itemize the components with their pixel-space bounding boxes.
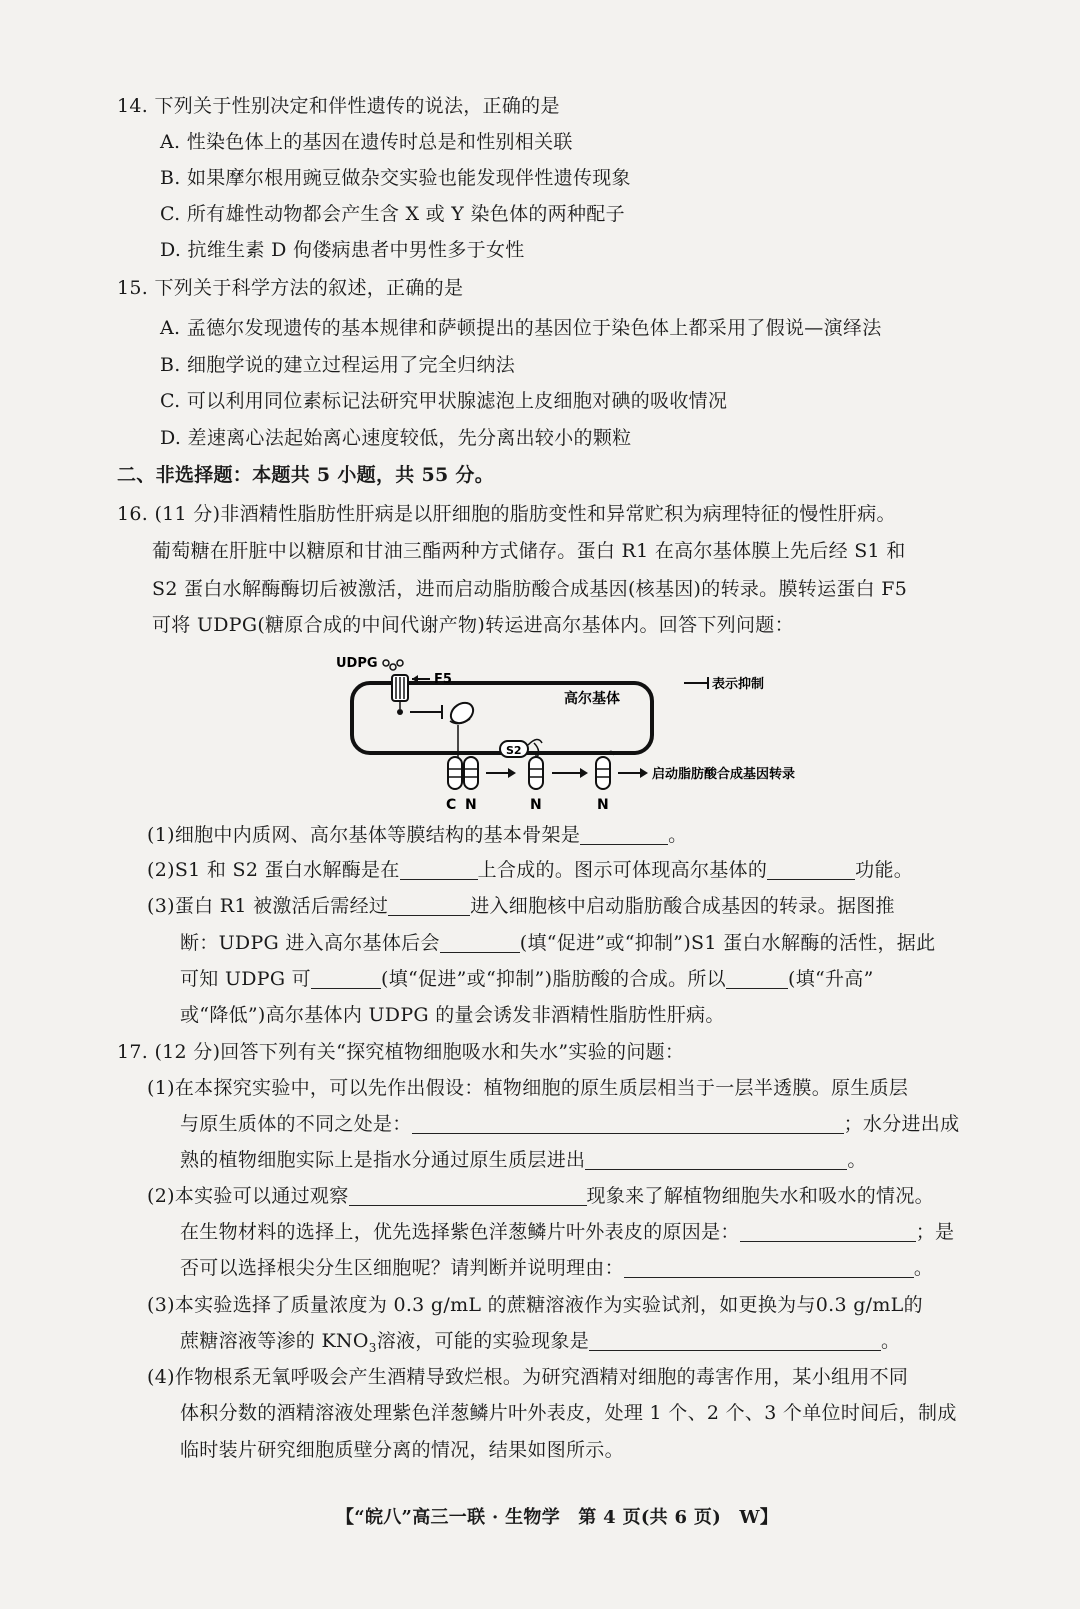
f5-transporter-icon (392, 675, 408, 715)
r1-c-label: C (446, 797, 457, 813)
answer-blank[interactable] (767, 859, 855, 880)
udpg-molecule-icon (390, 664, 396, 670)
answer-blank[interactable] (349, 1185, 587, 1206)
udpg-molecule-icon (397, 660, 403, 666)
q15-option-c: C. 可以利用同位素标记法研究甲状腺滤泡上皮细胞对碘的吸收情况 (160, 390, 728, 412)
q16-intro-line-2: 葡萄糖在肝脏中以糖原和甘油三酯两种方式储存。蛋白 R1 在高尔基体膜上先后经 S1 和 (152, 540, 906, 562)
answer-blank[interactable] (624, 1257, 914, 1278)
q16-intro-line-4: 可将 UDPG(糖原合成的中间代谢产物)转运进高尔基体内。回答下列问题： (152, 614, 794, 636)
q17-part-3-line-1: (3)本实验选择了质量浓度为 0.3 g/mL 的蔗糖溶液作为实验试剂，如更换为与0.3 g/mL的 (147, 1294, 923, 1316)
q16-part-2: (2)S1 和 S2 蛋白水解酶是在 上合成的。图示可体现高尔基体的 功能。 (147, 859, 914, 881)
section-2-heading: 二、非选择题：本题共 5 小题，共 55 分。 (117, 464, 495, 486)
q16-intro-line-1: 16. (11 分)非酒精性脂肪性肝病是以肝细胞的脂肪变性和异常贮积为病理特征的慢性肝病。 (117, 503, 896, 525)
output-label: 启动脂肪酸合成基因转录 (652, 767, 796, 782)
answer-blank[interactable] (440, 932, 520, 953)
q16-part-3-line-3: 可知 UDPG 可 (填“促进”或“抑制”)脂肪酸的合成。所以 (填“升高” (180, 968, 874, 990)
legend-label: 表示抑制 (712, 677, 765, 692)
udpg-molecule-icon (383, 660, 389, 666)
udpg-label: UDPG (336, 656, 378, 671)
q17-part-4-line-2: 体积分数的酒精溶液处理紫色洋葱鳞片叶外表皮，处理 1 个、2 个、3 个单位时间后，制成 (180, 1402, 957, 1424)
q16-intro-line-3: S2 蛋白水解酶酶切后被激活，进而启动脂肪酸合成基因(核基因)的转录。膜转运蛋白 F5 (152, 578, 908, 600)
q15-option-a: A. 孟德尔发现遗传的基本规律和萨顿提出的基因位于染色体上都采用了假说—演绎法 (160, 317, 882, 339)
answer-blank[interactable] (388, 895, 470, 916)
r1-n-fragment-icon (529, 753, 543, 789)
q17-part-2-line-3: 否可以选择根尖分生区细胞呢？请判断并说明理由： 。 (180, 1257, 934, 1279)
r1-n-label: N (465, 797, 477, 813)
q16-part-3-line-4: 或“降低”)高尔基体内 UDPG 的量会诱发非酒精性脂肪性肝病。 (180, 1004, 725, 1026)
q16-part-1: (1)细胞中内质网、高尔基体等膜结构的基本骨架是 。 (147, 824, 688, 846)
answer-blank[interactable] (311, 968, 381, 989)
n-label-2: N (530, 797, 542, 813)
f5-label: F5 (434, 672, 452, 687)
q15-option-d: D. 差速离心法起始离心速度较低，先分离出较小的颗粒 (160, 427, 632, 449)
answer-blank[interactable] (412, 1113, 844, 1134)
r1-n-fragment-icon (596, 751, 614, 789)
arrow-head (508, 768, 516, 778)
q15-option-b: B. 细胞学说的建立过程运用了完全归纳法 (160, 354, 516, 376)
q17-part-1-line-1: (1)在本探究实验中，可以先作出假设：植物细胞的原生质层相当于一层半透膜。原生质层 (147, 1077, 909, 1099)
q17-part-3-line-2: 蔗糖溶液等渗的 $KNO_3$溶液，可能的实验现象是 。 (180, 1330, 901, 1355)
answer-blank[interactable] (726, 968, 788, 989)
answer-blank[interactable] (589, 1330, 881, 1351)
q14-stem: 14. 下列关于性别决定和伴性遗传的说法，正确的是 (117, 95, 560, 117)
arrow-head (640, 768, 648, 778)
s2-label: S2 (506, 744, 522, 757)
r1-protein-icon (448, 725, 478, 789)
q14-option-b: B. 如果摩尔根用豌豆做杂交实验也能发现伴性遗传现象 (160, 167, 631, 189)
q16-part-3-line-1: (3)蛋白 R1 被激活后需经过 进入细胞核中启动脂肪酸合成基因的转录。据图推 (147, 895, 895, 917)
q15-stem: 15. 下列关于科学方法的叙述，正确的是 (117, 277, 464, 299)
answer-blank[interactable] (580, 824, 668, 845)
arrow-head (580, 768, 588, 778)
answer-blank[interactable] (740, 1221, 916, 1242)
answer-blank[interactable] (400, 859, 478, 880)
q17-part-4-line-1: (4)作物根系无氧呼吸会产生酒精导致烂根。为研究酒精对细胞的毒害作用，某小组用不同 (147, 1366, 909, 1388)
n-label-3: N (597, 797, 609, 813)
golgi-label: 高尔基体 (564, 691, 620, 707)
q14-option-a: A. 性染色体上的基因在遗传时总是和性别相关联 (160, 131, 573, 153)
s1-enzyme-icon (447, 699, 477, 728)
q16-part-3-line-2: 断：UDPG 进入高尔基体后会 (填“促进”或“抑制”)S1 蛋白水解酶的活性，据此 (180, 932, 936, 954)
answer-blank[interactable] (585, 1149, 847, 1170)
q17-part-2-line-2: 在生物材料的选择上，优先选择紫色洋葱鳞片叶外表皮的原因是： ；是 (180, 1221, 955, 1243)
page-footer: 【“皖八”高三一联 · 生物学 第 4 页(共 6 页) W】 (336, 1507, 779, 1528)
q17-part-1-line-2: 与原生质体的不同之处是： ；水分进出成 (180, 1113, 960, 1135)
q14-option-c: C. 所有雄性动物都会产生含 X 或 Y 染色体的两种配子 (160, 203, 625, 225)
q14-option-d: D. 抗维生素 D 佝偻病患者中男性多于女性 (160, 239, 525, 261)
golgi-pathway-diagram (330, 655, 850, 815)
q17-stem: 17. (12 分)回答下列有关“探究植物细胞吸水和失水”实验的问题： (117, 1041, 685, 1063)
q17-part-4-line-3: 临时装片研究细胞质壁分离的情况，结果如图所示。 (180, 1439, 624, 1461)
q17-part-2-line-1: (2)本实验可以通过观察 现象来了解植物细胞失水和吸水的情况。 (147, 1185, 934, 1207)
q17-part-1-line-3: 熟的植物细胞实际上是指水分通过原生质层进出 。 (180, 1149, 867, 1171)
